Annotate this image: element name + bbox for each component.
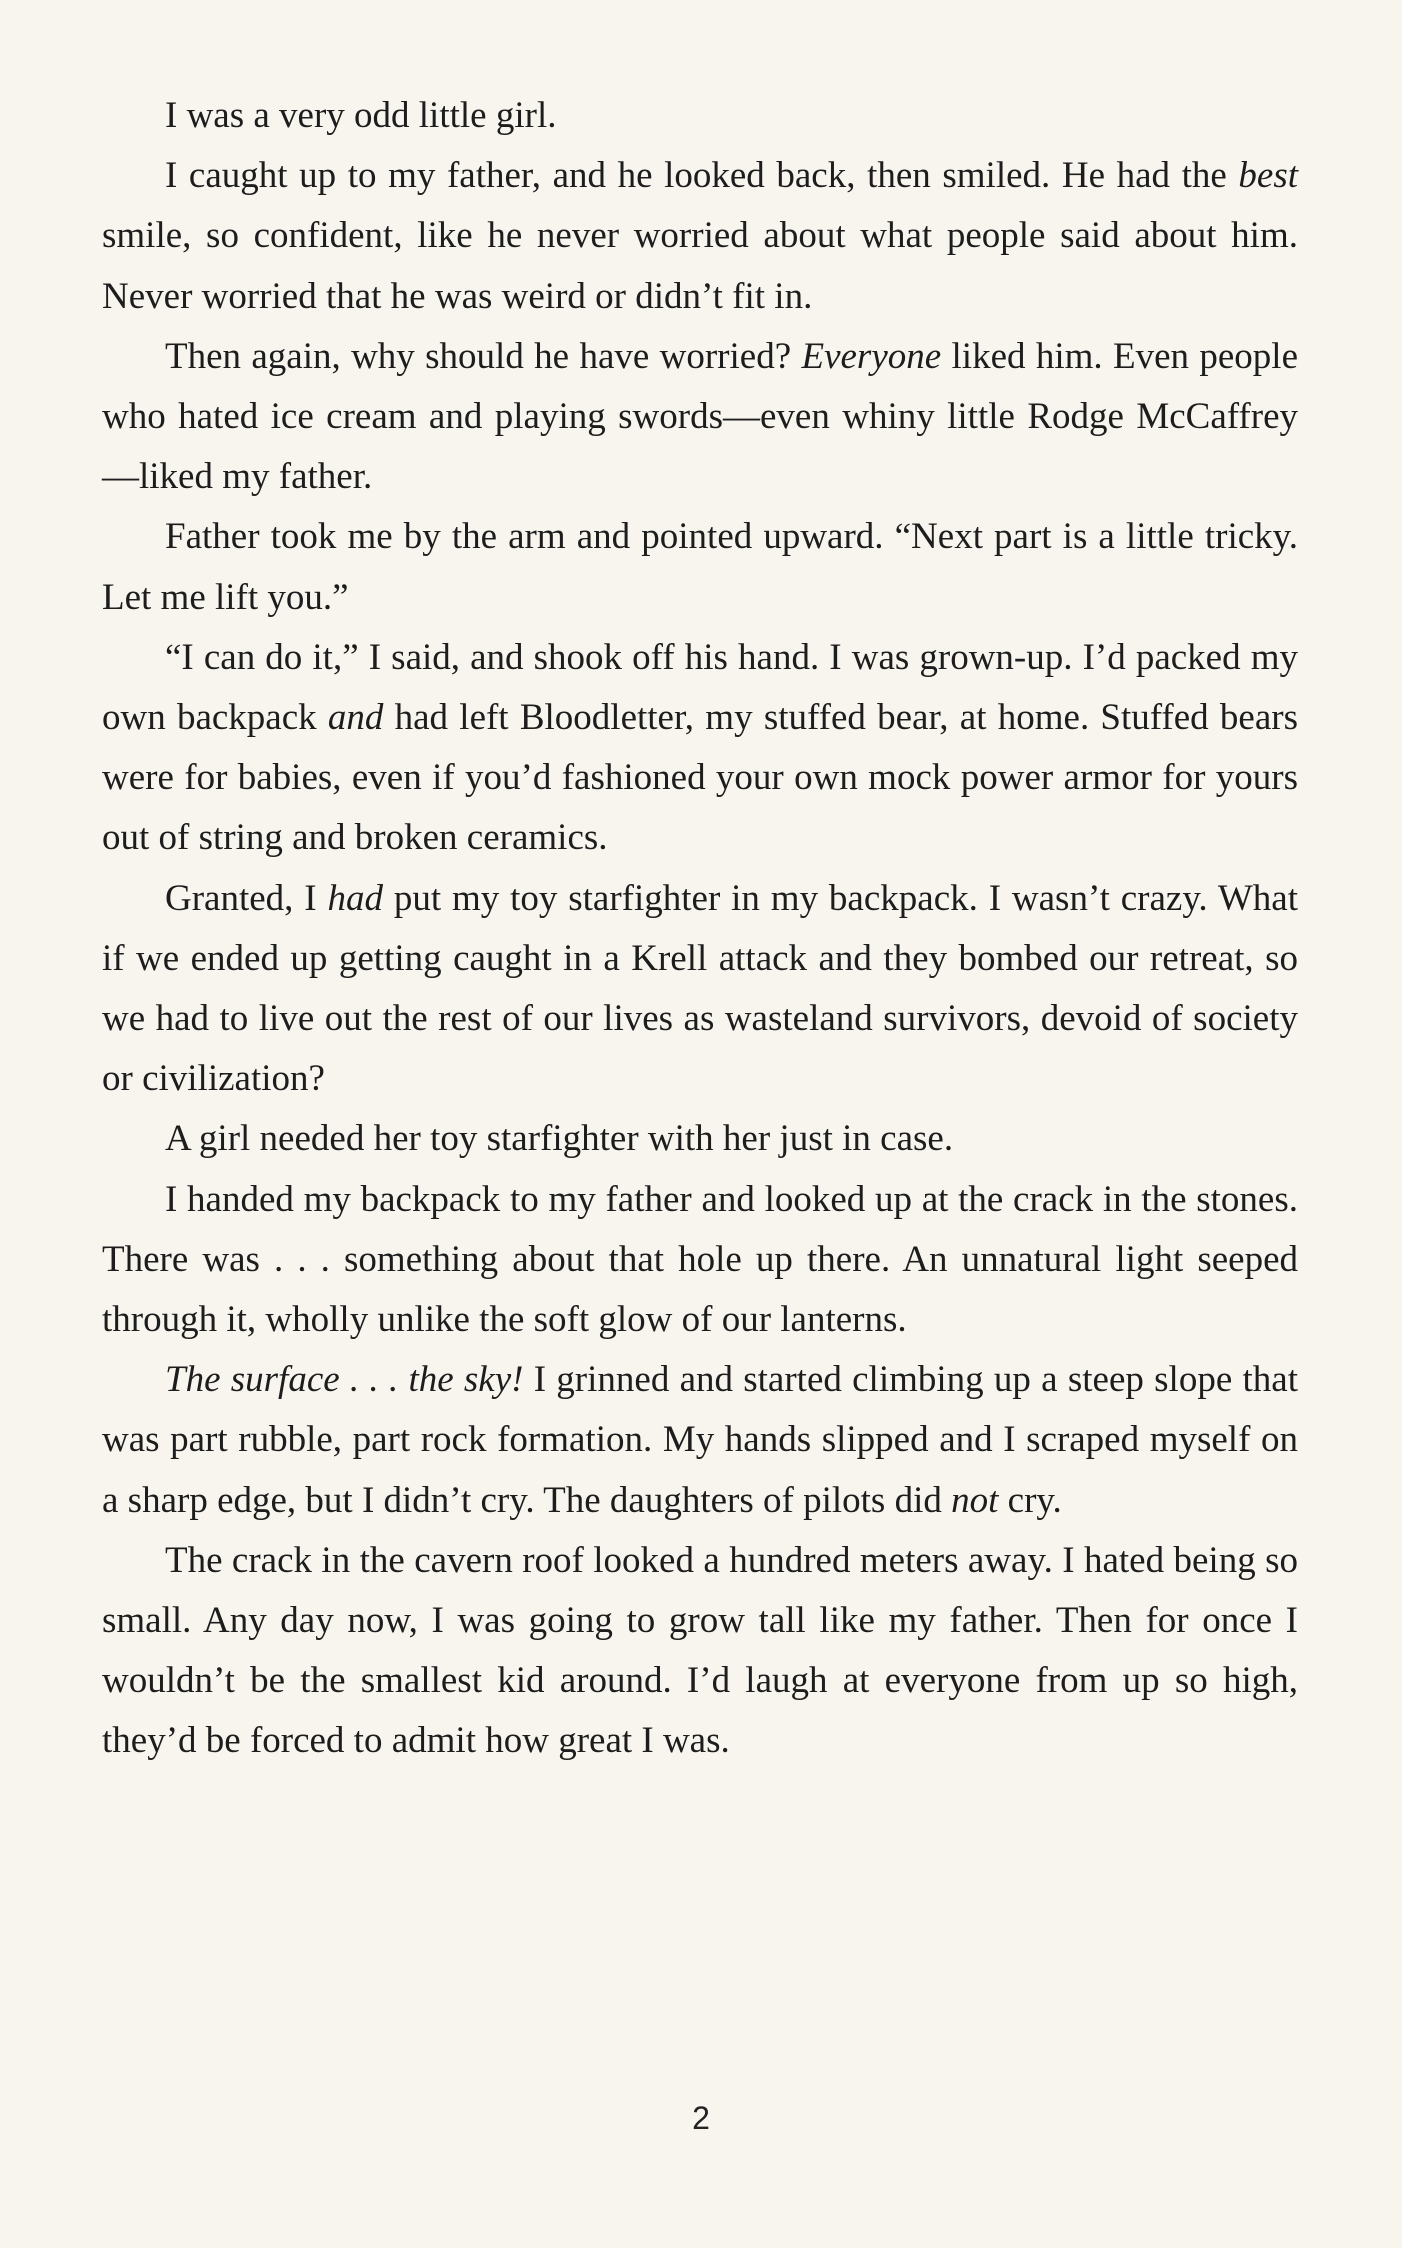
text-run: Father took me by the arm and pointed upward. “Next part is a little tricky. Let me lift you.” <box>102 516 1298 618</box>
paragraph <box>102 1109 1298 1169</box>
paragraph <box>102 327 1298 508</box>
text-run: I grinned and started climbing up a steep slope that was part rubble, part rock formation. My hands slipped and I scraped myself on a sharp edge, but I didn’t cry. The daughters of pilots did <box>102 1359 1298 1521</box>
paragraph <box>102 869 1298 1110</box>
text-run: Granted, I <box>165 877 328 919</box>
italic-text: The surface . . . the sky! <box>165 1359 524 1401</box>
paragraph <box>102 1170 1298 1351</box>
italic-text: and <box>327 697 384 739</box>
text-run: I was a very odd little girl. <box>165 95 557 136</box>
body-text <box>102 86 1298 1772</box>
text-run: smile, so confident, like he never worried about what people said about him. Never worried that he was weird or didn’t fit in. <box>102 215 1298 317</box>
paragraph <box>102 1531 1298 1772</box>
paragraph <box>102 507 1298 627</box>
text-run: The crack in the cavern roof looked a hundred meters away. I hated being so small. Any day now, I was going to grow tall like my father. Then for once I wouldn’t be the smallest kid around. I’d laugh at everyone from up so high, they’d be forced to admit how great I was. <box>102 1539 1298 1762</box>
paragraph <box>102 86 1298 146</box>
paragraph <box>102 1350 1298 1531</box>
text-run: liked him. Even people who hated ice cream and playing swords—even whiny little Rodge McCaffrey—liked my father. <box>102 335 1298 498</box>
page-number: 2 <box>692 2100 710 2136</box>
italic-text: had <box>327 877 383 919</box>
text-run: “I can do it,” I said, and shook off his hand. I was grown-up. I’d packed my own backpack <box>102 636 1298 739</box>
text-run: Then again, why should he have worried? <box>165 335 802 377</box>
italic-text: best <box>1238 155 1298 197</box>
paragraph <box>102 146 1298 327</box>
italic-text: not <box>951 1479 999 1521</box>
text-run: had left Bloodletter, my stuffed bear, at home. Stuffed bears were for babies, even if you’d fashioned your own mock power armor for yours out of string and broken ceramics. <box>102 697 1298 859</box>
text-run: put my toy starfighter in my backpack. I wasn’t crazy. What if we ended up getting caught in a Krell attack and they bombed our retreat, so we had to live out the rest of our lives as wasteland survivors, devoid of society or civilization? <box>102 877 1298 1100</box>
text-run: A girl needed her toy starfighter with her just in case. <box>165 1118 954 1160</box>
italic-text: Everyone <box>801 335 942 377</box>
text-run: I caught up to my father, and he looked back, then smiled. He had the <box>165 155 1239 197</box>
paragraph <box>102 628 1298 869</box>
text-run: cry. <box>998 1479 1062 1521</box>
text-run: I handed my backpack to my father and looked up at the crack in the stones. There was . . . something about that hole up there. An unnatural light seeped through it, wholly unlike the soft glow of our lanterns. <box>102 1178 1298 1341</box>
